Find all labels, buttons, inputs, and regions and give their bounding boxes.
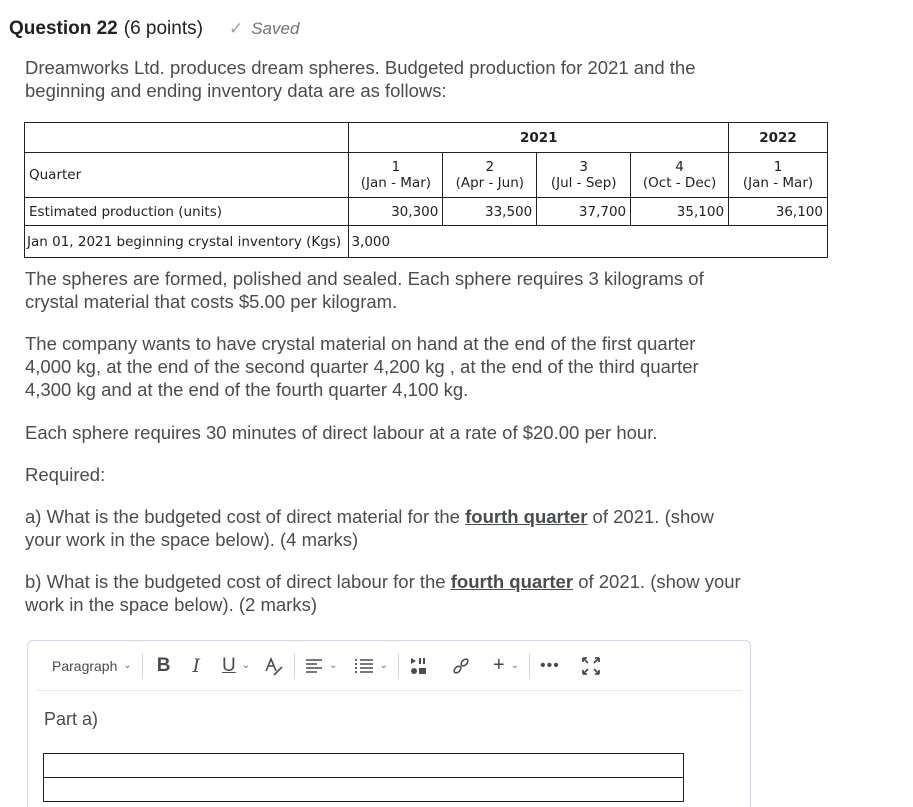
chevron-down-icon: ⌄ <box>241 660 251 671</box>
year-2022-header: 2022 <box>729 123 828 153</box>
row-label-inventory: Jan 01, 2021 beginning crystal inventory (Kgs) <box>25 226 349 258</box>
question-b-text-end: of 2021. (show your work in the space below). (2 marks) <box>25 571 741 615</box>
insert-link-button[interactable] <box>451 651 471 681</box>
editor-toolbar <box>36 641 742 691</box>
quarter-cell: 2 (Apr - Jun) <box>443 153 537 198</box>
question-title: Question 22 <box>9 18 118 39</box>
paragraph-labour: Each sphere requires 30 minutes of direct labour at a rate of $20.00 per hour. <box>25 422 658 443</box>
required-heading: Required: <box>25 464 106 485</box>
production-cell: 35,100 <box>631 198 729 226</box>
paragraph-inventory-targets: The company wants to have crystal material on hand at the end of the first quarter 4,000 kg, at the end of the second quarter 4,200 kg , at the end of the third quarter 4,300 kg and at the end of the fourth quarter 4,100 kg. <box>25 333 699 400</box>
saved-status <box>229 19 299 39</box>
production-cell: 33,500 <box>443 198 537 226</box>
underline-label: U <box>222 654 236 676</box>
italic-button[interactable]: I <box>192 654 201 677</box>
text-color-icon <box>262 655 284 677</box>
paragraph-format-label: Paragraph <box>52 657 118 674</box>
row-label-production: Estimated production (units) <box>25 198 349 226</box>
chevron-down-icon: ⌄ <box>379 660 388 671</box>
question-a-text: a) What is the budgeted cost of direct material for the <box>25 506 466 527</box>
editor-inner-table[interactable] <box>43 753 684 802</box>
bold-button[interactable]: B <box>156 654 171 676</box>
paragraph-material: The spheres are formed, polished and sealed. Each sphere requires 3 kilograms of crystal material that costs $5.00 per kilogram. <box>25 268 704 312</box>
list-icon <box>354 658 374 674</box>
production-cell: 36,100 <box>729 198 828 226</box>
question-b <box>25 570 755 616</box>
intro-text: Dreamworks Ltd. produces dream spheres. Budgeted production for 2021 and the beginning and ending inventory data are as follows: <box>25 57 696 101</box>
check-icon: ✓ <box>228 19 244 38</box>
question-a <box>25 505 755 551</box>
question-b-text: b) What is the budgeted cost of direct labour for the <box>25 571 451 592</box>
production-cell: 30,300 <box>349 198 443 226</box>
more-icon: ••• <box>540 656 560 674</box>
quarter-cell: 1 (Jan - Mar) <box>349 153 443 198</box>
table-corner <box>25 123 349 153</box>
chevron-down-icon: ⌄ <box>123 660 132 671</box>
chevron-down-icon: ⌄ <box>510 660 520 671</box>
quarter-cell: 3 (Jul - Sep) <box>537 153 631 198</box>
inventory-table <box>24 122 828 258</box>
question-b-emphasis: fourth quarter <box>450 571 574 592</box>
link-icon <box>451 656 471 676</box>
toolbar-divider <box>398 653 399 679</box>
align-button[interactable] <box>305 651 337 681</box>
empty-cell <box>729 226 828 258</box>
question-a-emphasis: fourth quarter <box>465 506 588 527</box>
underline-button[interactable] <box>222 651 250 681</box>
plus-icon: + <box>492 654 505 676</box>
year-2021-header: 2021 <box>349 123 729 153</box>
question-a-text-end: of 2021. (show your work in the space below). (4 marks) <box>25 506 714 550</box>
question-points: (6 points) <box>123 18 203 39</box>
media-icon <box>409 656 429 676</box>
more-options-button[interactable] <box>540 651 560 681</box>
fullscreen-button[interactable] <box>582 651 600 681</box>
align-icon <box>305 658 323 674</box>
chevron-down-icon: ⌄ <box>329 660 338 671</box>
question-header <box>9 18 299 40</box>
row-label-quarter: Quarter <box>25 153 349 198</box>
text-color-button[interactable] <box>262 651 284 681</box>
toolbar-divider <box>142 653 143 679</box>
production-cell: 37,700 <box>537 198 631 226</box>
editor-content[interactable]: Part a) <box>44 709 99 729</box>
paragraph-format-select[interactable] <box>52 651 132 681</box>
fullscreen-icon <box>582 657 600 675</box>
insert-more-button[interactable] <box>493 651 519 681</box>
toolbar-divider <box>294 653 295 679</box>
saved-label: Saved <box>251 19 300 38</box>
inventory-value: 3,000 <box>349 226 729 258</box>
quarter-cell: 1 (Jan - Mar) <box>729 153 828 198</box>
quarter-cell: 4 (Oct - Dec) <box>631 153 729 198</box>
insert-media-button[interactable] <box>409 651 429 681</box>
toolbar-divider <box>529 653 530 679</box>
list-button[interactable] <box>354 651 388 681</box>
table-row[interactable] <box>44 778 684 802</box>
table-row[interactable] <box>44 754 684 778</box>
